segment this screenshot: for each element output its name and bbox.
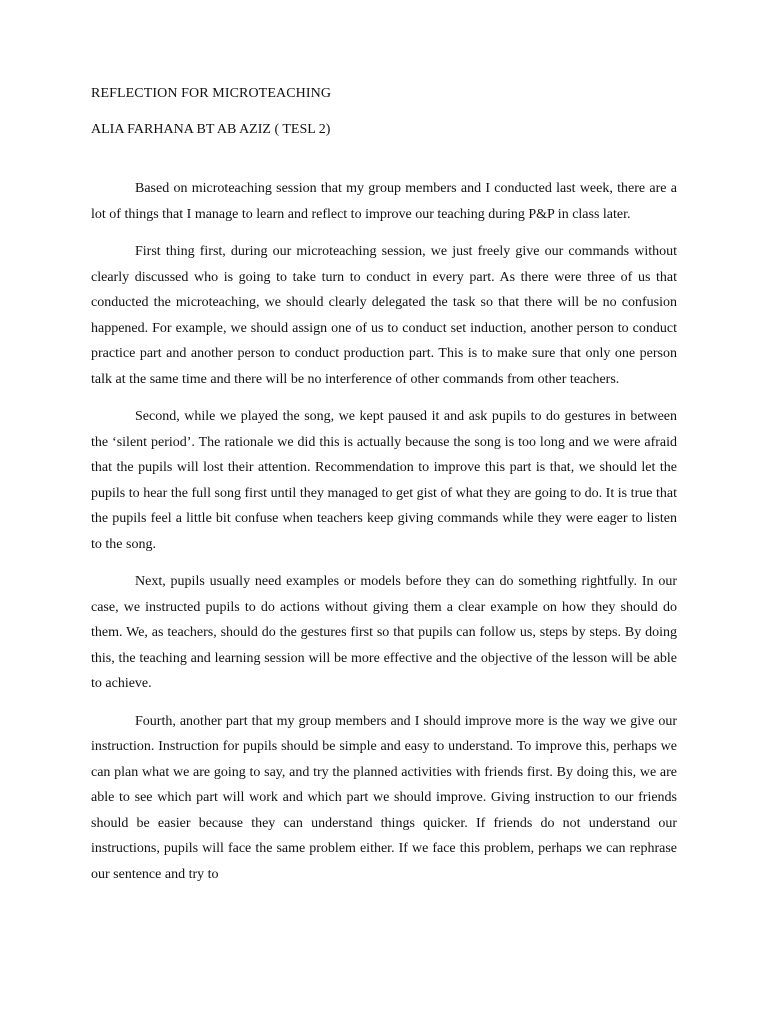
document-body: [91, 176, 677, 899]
document-author: ALIA FARHANA BT AB AZIZ ( TESL 2): [91, 122, 331, 137]
paragraph-fourth-point: Fourth, another part that my group members and I should improve more is the way we give our instruction. Instruction for pupils should be simple and easy to understand. To improve this, perhaps we can plan what we are going to say, and try the planned activities with friends first. By doing this, we are able to see which part will work and which part we should improve. Giving instruction to our friends should be easier because they can understand things quicker. If friends do not understand our instructions, pupils will face the same problem either. If we face this problem, perhaps we can rephrase our sentence and try to: [91, 713, 677, 882]
paragraph-first-point: First thing first, during our microteaching session, we just freely give our commands without clearly discussed who is going to take turn to conduct in every part. As there were three of us that conducted the microteaching, we should clearly delegated the task so that there will be no confusion happened. For example, we should assign one of us to conduct set induction, another person to conduct practice part and another person to conduct production part. This is to make sure that only one person talk at the same time and there will be no interference of other commands from other teachers.: [91, 244, 677, 387]
document-title: REFLECTION FOR MICROTEACHING: [91, 86, 332, 101]
paragraph-third-point: Next, pupils usually need examples or models before they can do something rightfully. In our case, we instructed pupils to do actions without giving them a clear example on how they should do them. We, as teachers, should do the gestures first so that pupils can follow us, steps by steps. By doing this, the teaching and learning session will be more effective and the objective of the lesson will be able to achieve.: [91, 574, 677, 691]
paragraph-intro: Based on microteaching session that my group members and I conducted last week, there are a lot of things that I manage to learn and reflect to improve our teaching during P&P in class later.: [91, 181, 677, 222]
paragraph-second-point: Second, while we played the song, we kept paused it and ask pupils to do gestures in between the ‘silent period’. The rationale we did this is actually because the song is too long and we were afraid that the pupils will lost their attention. Recommendation to improve this part is that, we should let the pupils to hear the full song first until they managed to get gist of what they are going to do. It is true that the pupils feel a little bit confuse when teachers keep giving commands while they were eager to listen to the song.: [91, 409, 677, 552]
